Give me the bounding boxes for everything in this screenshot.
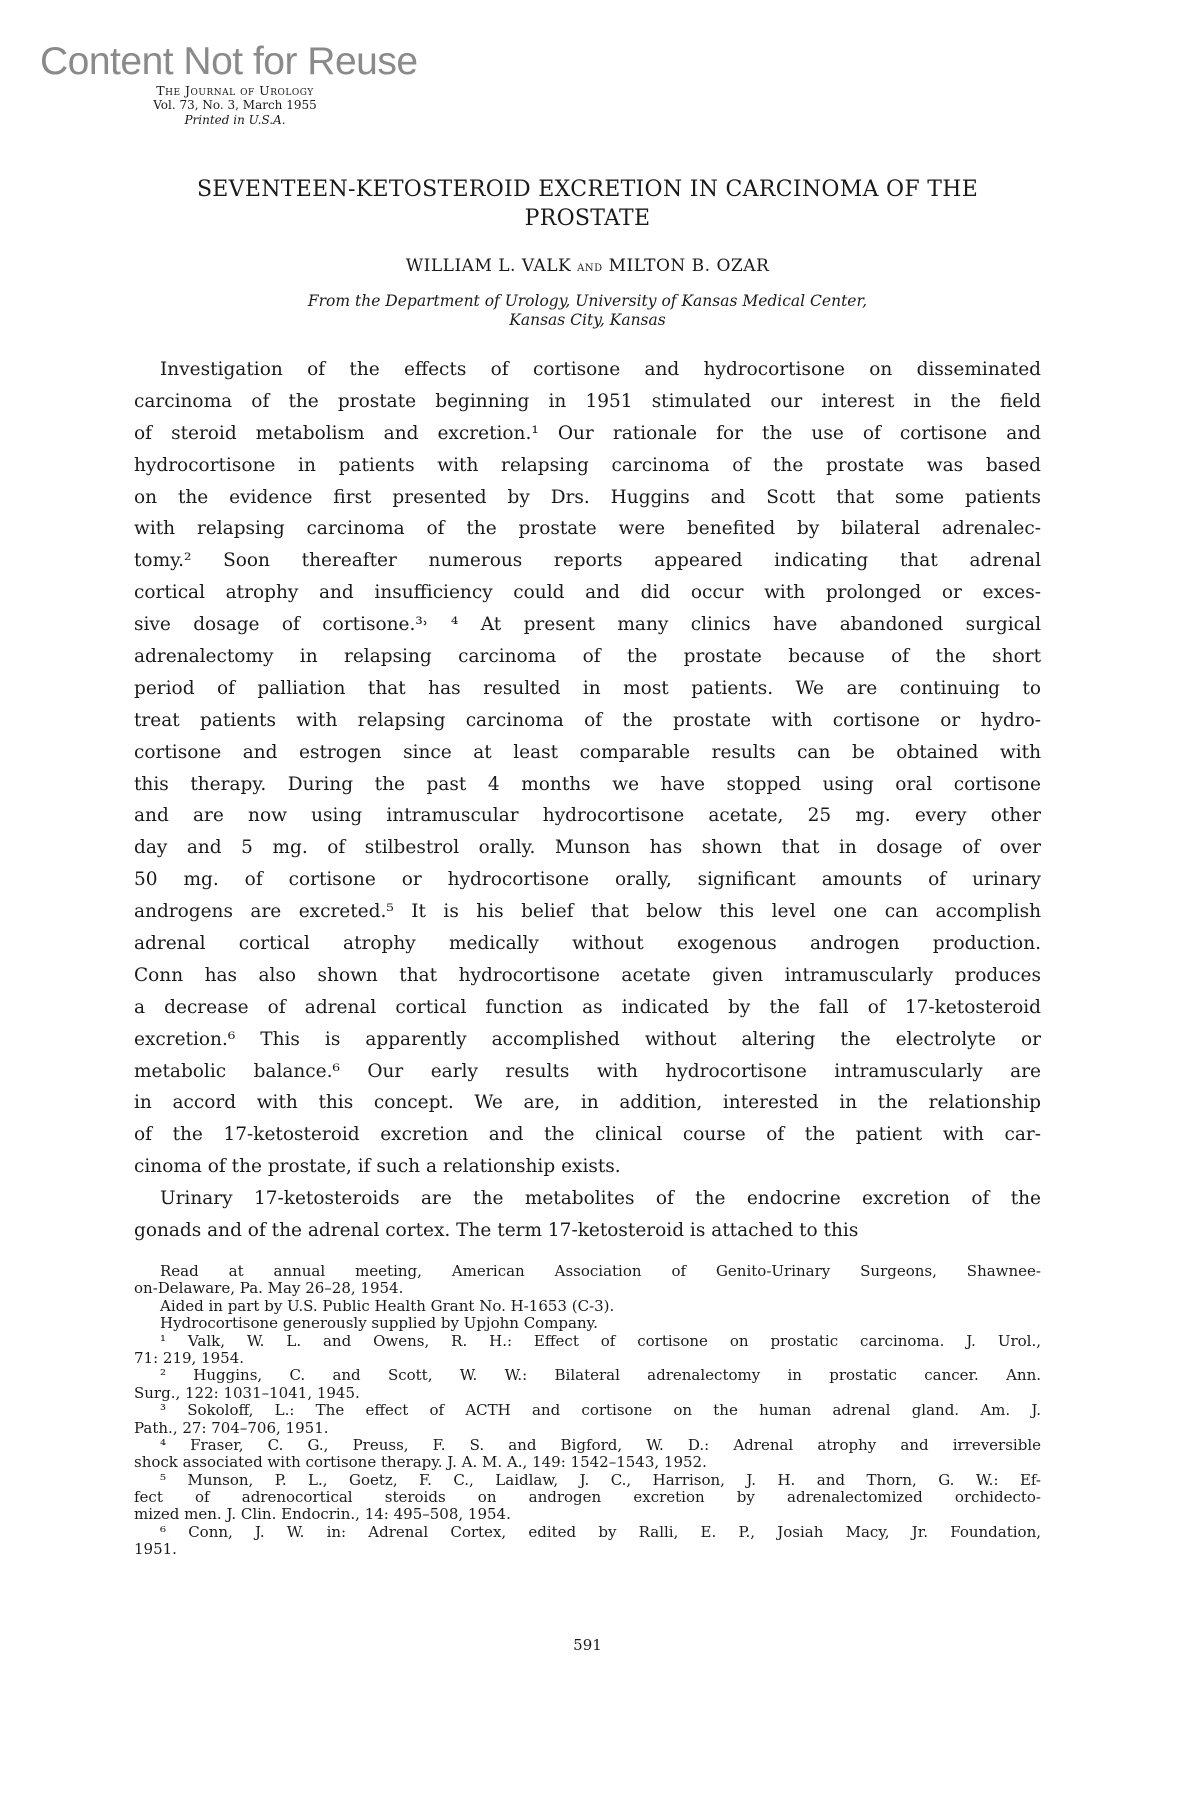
text-line: 1951. [134,1540,177,1559]
journal-header [0,83,470,128]
authors [134,256,1041,276]
text-line: gonads and of the adrenal cortex. The term 17-ketosteroid is attached to this [134,1220,859,1242]
text-line: Urinary 17-ketosteroids are the metabolites of the endocrine excretion of the [160,1188,1041,1210]
text-line: metabolic balance.⁶ Our early results with hydrocortisone intramuscularly are [134,1060,1041,1082]
footnote [134,1524,1041,1559]
text-line: Aided in part by U.S. Public Health Grant No. H-1653 (C-3). [160,1296,615,1315]
text-line: carcinoma of the prostate beginning in 1951 stimulated our interest in the field [134,390,1041,412]
text-line: Surg., 122: 1031–1041, 1945. [134,1383,360,1402]
printed-note: Printed in U.S.A. [184,113,286,127]
journal-name: The Journal of Urology [156,83,314,98]
text-line: of the 17-ketosteroid excretion and the clinical course of the patient with car- [134,1124,1041,1146]
paragraph [134,354,1041,1183]
footnote [134,1315,1041,1332]
text-line: tomy.² Soon thereafter numerous reports appeared indicating that adrenal [134,550,1041,572]
text-line: Path., 27: 704–706, 1951. [134,1418,329,1437]
footnote [134,1402,1041,1437]
text-line: on the evidence first presented by Drs. Huggins and Scott that some patients [134,486,1041,508]
text-line: on-Delaware, Pa. May 26–28, 1954. [134,1279,404,1298]
text-line: this therapy. During the past 4 months we have stopped using oral cortisone [134,773,1041,795]
page-number: 591 [573,1636,602,1654]
text-line: with relapsing carcinoma of the prostate were benefited by bilateral adrenalec- [134,518,1041,540]
text-line: ⁶ Conn, J. W. in: Adrenal Cortex, edited by Ralli, E. P., Josiah Macy, Jr. Foundation, [160,1522,1041,1541]
text-line: a decrease of adrenal cortical function as indicated by the fall of 17-ketosteroid [134,996,1041,1018]
text-line: 50 mg. of cortisone or hydrocortisone orally, significant amounts of urinary [134,869,1041,891]
text-line: hydrocortisone in patients with relapsing carcinoma of the prostate was based [134,454,1041,476]
footnote [134,1333,1041,1368]
journal-issue: Vol. 73, No. 3, March 1955 [153,98,317,112]
title-line: PROSTATE [524,206,651,231]
author: MILTON B. OZAR [608,256,770,276]
footnote [134,1298,1041,1315]
text-line: shock associated with cortisone therapy. J. A. M. A., 149: 1542–1543, 1952. [134,1453,707,1472]
text-line: ⁴ Fraser, C. G., Preuss, F. S. and Bigford, W. D.: Adrenal atrophy and irreversible [160,1435,1041,1454]
title-line: SEVENTEEN-KETOSTEROID EXCRETION IN CARCINOMA OF THE [196,177,979,202]
text-line: excretion.⁶ This is apparently accomplished without altering the electrolyte or [134,1028,1041,1050]
text-line: sive dosage of cortisone.³˒ ⁴ At present many clinics have abandoned surgical [134,614,1041,636]
text-line: 71: 219, 1954. [134,1348,245,1367]
text-line: in accord with this concept. We are, in addition, interested in the relationship [134,1092,1041,1114]
text-line: Conn has also shown that hydrocortisone acetate given intramuscularly produces [134,964,1041,986]
text-line: ² Huggins, C. and Scott, W. W.: Bilateral adrenalectomy in prostatic cancer. Ann. [160,1366,1041,1385]
text-line: cortisone and estrogen since at least comparable results can be obtained with [134,741,1041,763]
text-line: day and 5 mg. of stilbestrol orally. Munson has shown that in dosage of over [134,837,1041,859]
text-line: adrenalectomy in relapsing carcinoma of the prostate because of the short [134,646,1041,668]
text-line: cinoma of the prostate, if such a relationship exists. [134,1156,621,1178]
text-line: Investigation of the effects of cortisone and hydrocortisone on disseminated [160,359,1041,380]
footnote [134,1472,1041,1524]
text-line: androgens are excreted.⁵ It is his belief that below this level one can accomplish [134,901,1041,923]
text-line: period of palliation that has resulted in most patients. We are continuing to [134,677,1041,699]
text-line: treat patients with relapsing carcinoma of the prostate with cortisone or hydro- [134,709,1041,731]
body-text [134,354,1041,1247]
watermark: Content Not for Reuse [40,40,418,83]
affiliation-line: Kansas City, Kansas [509,311,666,329]
text-line: ³ Sokoloff, L.: The effect of ACTH and cortisone on the human adrenal gland. Am. J. [160,1401,1041,1420]
author-conjunction: and [577,259,603,275]
text-line: and are now using intramuscular hydrocortisone acetate, 25 mg. every other [134,805,1041,827]
paragraph [134,1183,1041,1247]
text-line: Read at annual meeting, American Association of Genito-Urinary Surgeons, Shawnee- [160,1262,1041,1280]
author: WILLIAM L. VALK [405,256,572,276]
text-line: of steroid metabolism and excretion.¹ Our rationale for the use of cortisone and [134,422,1041,444]
affiliation [134,292,1041,330]
text-line: fect of adrenocortical steroids on androgen excretion by adrenalectomized orchidecto- [134,1488,1041,1507]
text-line: Hydrocortisone generously supplied by Upjohn Company. [160,1314,598,1333]
footnotes [134,1263,1041,1559]
footnote [134,1263,1041,1298]
text-line: cortical atrophy and insufficiency could and did occur with prolonged or exces- [134,582,1041,604]
text-line: adrenal cortical atrophy medically without exogenous androgen production. [134,933,1041,955]
affiliation-line: From the Department of Urology, University of Kansas Medical Center, [307,292,868,310]
article-title [134,175,1041,233]
footnote [134,1367,1041,1402]
text-line: ¹ Valk, W. L. and Owens, R. H.: Effect of cortisone on prostatic carcinoma. J. Urol., [160,1331,1041,1350]
text-line: ⁵ Munson, P. L., Goetz, F. C., Laidlaw, J. C., Harrison, J. H. and Thorn, G. W.: Ef- [160,1470,1041,1489]
footnote [134,1437,1041,1472]
text-line: mized men. J. Clin. Endocrin., 14: 495–508, 1954. [134,1505,511,1524]
